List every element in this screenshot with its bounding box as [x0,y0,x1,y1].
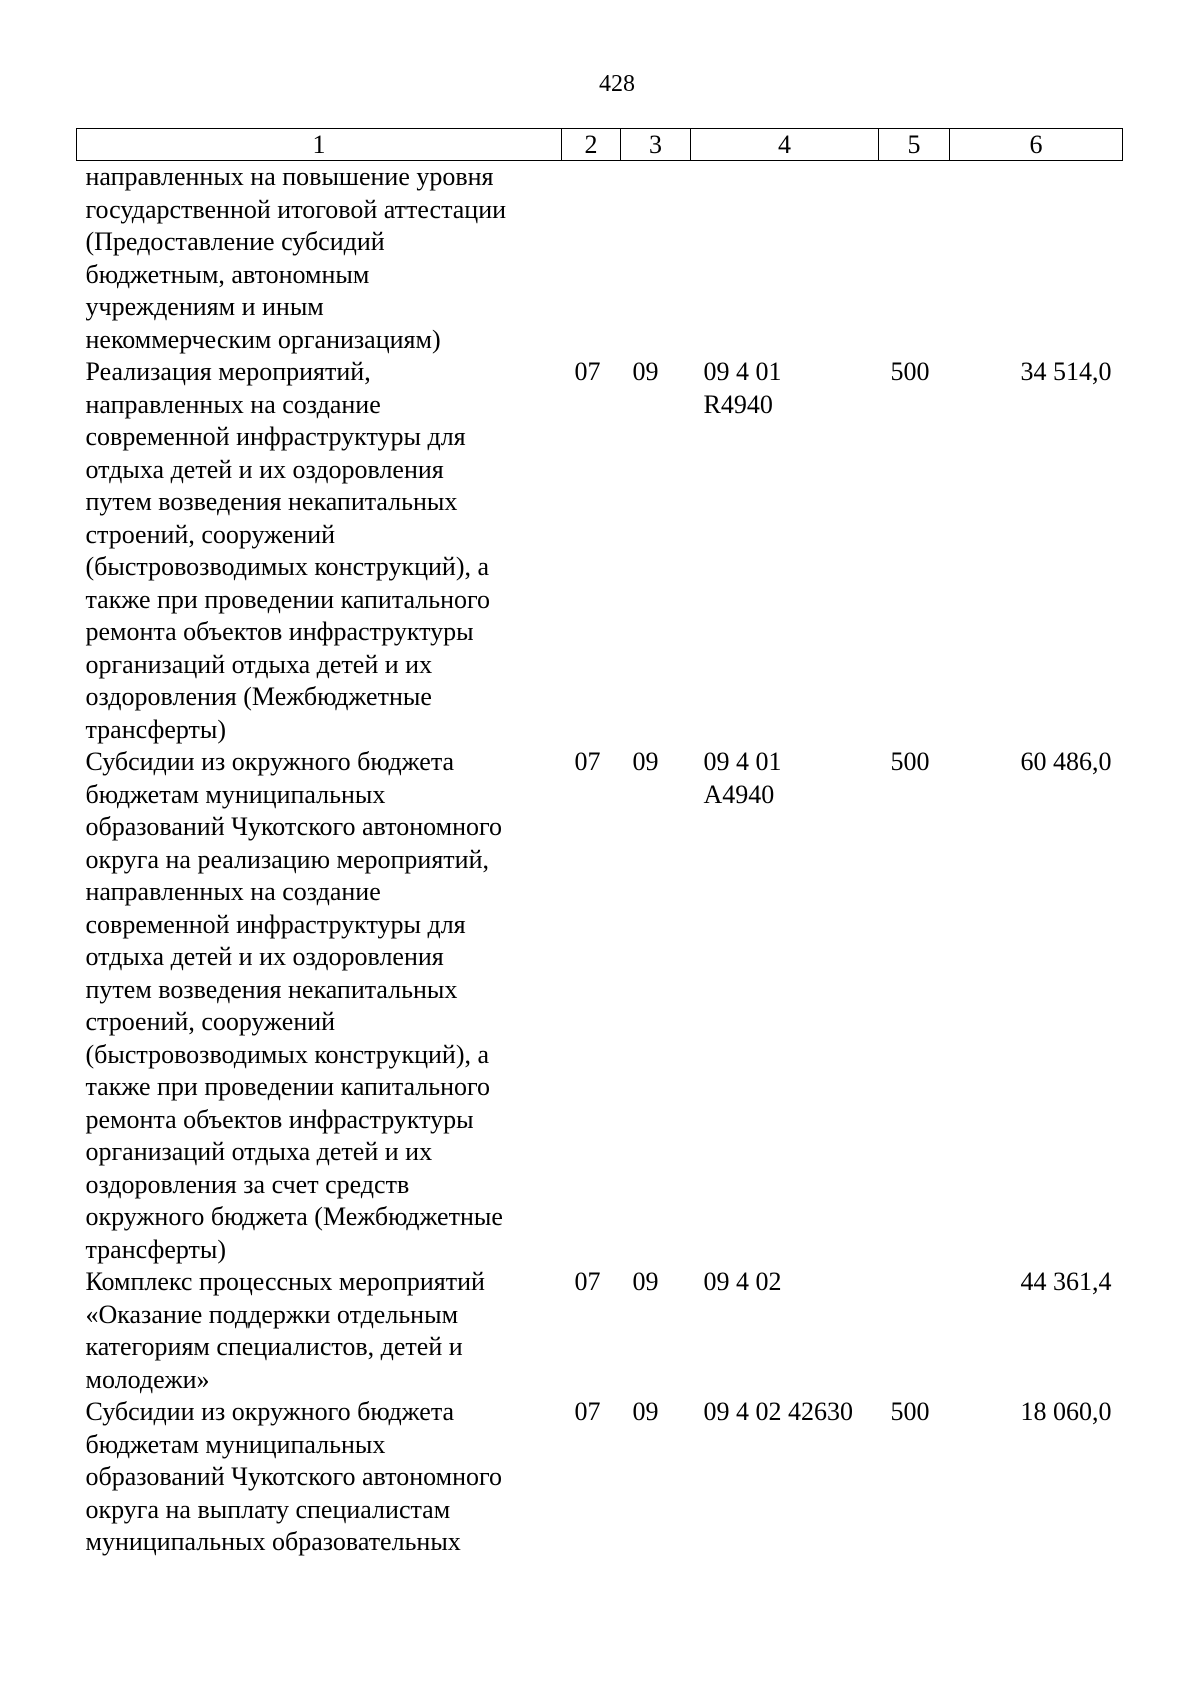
row-amount: 44 361,4 [1020,1267,1112,1296]
header-col-3: 3 [621,129,691,161]
header-col-6: 6 [950,129,1123,161]
row-target-code: 09 4 01 А4940 [703,747,782,809]
row-subsection: 09 [632,747,659,776]
row-target-code [691,161,879,357]
row-section: 07 [574,1267,601,1296]
table-row [77,161,1123,357]
row-section: 07 [574,747,601,776]
row-subsection: 09 [632,1397,659,1426]
row-amount: 60 486,0 [1020,747,1112,776]
table-header [77,129,1123,161]
table-row [77,356,1123,746]
table-row [77,1266,1123,1396]
row-subsection: 09 [632,1267,659,1296]
budget-table [76,128,1123,1559]
row-description: направленных на повышение уровня государственной итоговой аттестации (Предоставление субсидий бюджетным, автономным учреждениям и иным некоммерческим организациям) [85,162,507,354]
row-expense-type: 500 [890,357,930,386]
row-expense-type: 500 [890,1397,930,1426]
row-description: Субсидии из окружного бюджета бюджетам муниципальных образований Чукотского автономного округа на реализацию мероприятий, направленных на создание современной инфраструктуры для отдыха детей и их оздоровления путем возведения некапитальных строений, сооружений (быстровозводимых конструкций), а также при проведении капитального ремонта объектов инфраструктуры организаций отдыха детей и их оздоровления за счет средств окружного бюджета (Межбюджетные трансферты) [85,747,503,1264]
row-description: Комплекс процессных мероприятий «Оказание поддержки отдельным категориям специалистов, детей и молодежи» [85,1267,485,1394]
header-row [77,129,1123,161]
page-number: 428 [599,71,635,97]
row-amount [950,161,1123,357]
row-description: Реализация мероприятий, направленных на создание современной инфраструктуры для отдыха детей и их оздоровления путем возведения некапитальных строений, сооружений (быстровозводимых конструкций), а также при проведении капитального ремонта объектов инфраструктуры организаций отдыха детей и их оздоровления (Межбюджетные трансферты) [85,357,491,744]
row-section: 07 [574,1397,601,1426]
header-col-1: 1 [77,129,562,161]
row-section: 07 [574,357,601,386]
row-expense-type [879,161,950,357]
table-row [77,1396,1123,1559]
row-description: Субсидии из окружного бюджета бюджетам муниципальных образований Чукотского автономного округа на выплату специалистам муниципальных образовательных [85,1397,503,1556]
row-target-code: 09 4 02 [703,1267,782,1296]
row-expense-type: 500 [890,747,930,776]
row-section [562,161,621,357]
row-subsection [621,161,691,357]
row-amount: 18 060,0 [1020,1397,1112,1426]
row-target-code: 09 4 02 42630 [703,1397,853,1426]
row-subsection: 09 [632,357,659,386]
table-body [77,161,1123,1559]
header-col-2: 2 [562,129,621,161]
header-col-5: 5 [879,129,950,161]
table-row [77,746,1123,1266]
row-amount: 34 514,0 [1020,357,1112,386]
row-expense-type [879,1266,950,1396]
header-col-4: 4 [691,129,879,161]
row-target-code: 09 4 01 R4940 [703,357,782,419]
